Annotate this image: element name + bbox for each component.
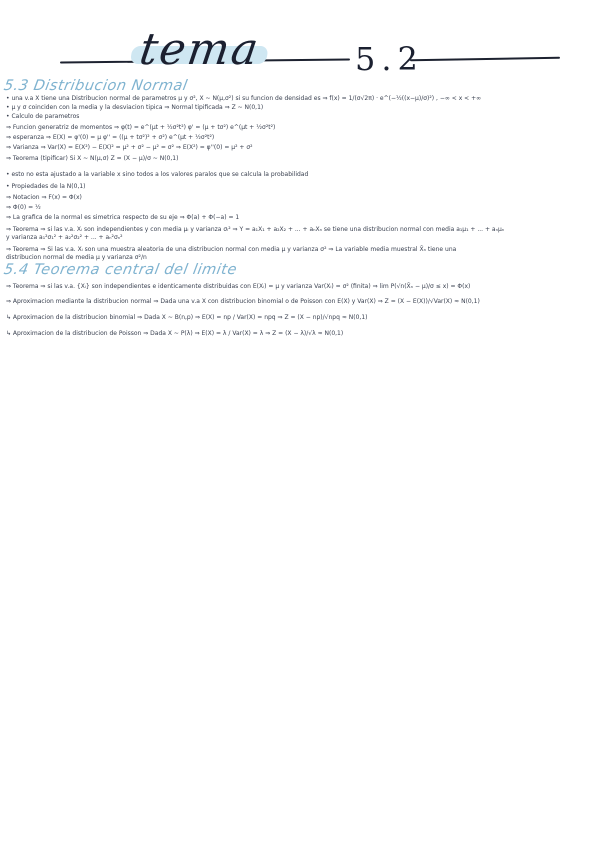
note-line: ⇒ Varianza ⇒ Var(X) = E(X²) − E(X)² = μ² + σ² − μ² = σ² ⇒ E(X²) = φ''(0) = μ² + σ² xyxy=(6,144,253,151)
note-line: ⇒ Teorema (tipificar) Si X ~ N(μ,σ) Z = (X − μ)/σ ~ N(0,1) xyxy=(6,155,179,162)
note-line: ⇒ Notacion ⇒ F(x) = Φ(x) xyxy=(6,194,82,201)
header-title xyxy=(136,24,263,75)
header-rule-right xyxy=(410,57,560,62)
note-line: ⇒ Teorema ⇒ si las v.a. {Xᵢ} son independientes e identicamente distribuidas con E(Xᵢ) = μ y varianza Var(Xᵢ) = σ² (finita) ⇒ lim P(√n(X̄ₙ − μ)/σ ≤ x) = Φ(x) xyxy=(6,283,471,290)
note-line: ↳ Aproximacion de la distribucion binomial ⇒ Dada X ~ B(n,p) ⇒ E(X) = np / Var(X) = npq ⇒ Z = (X − np)/√npq ≈ N(0,1) xyxy=(6,314,368,321)
note-line: • una v.a X tiene una Distribucion normal de parametros μ y σ², X ~ N(μ,σ²) si su funcion de densidad es ⇒ f(x) = 1/(σ√2π) · e^(−½((x−μ)/σ)²) , −∞ < x < +∞ xyxy=(6,95,482,102)
section-title: 5.4 Teorema central del limite xyxy=(2,262,239,278)
section-title: 5.3 Distribucion Normal xyxy=(2,78,189,94)
note-line: distribucion normal de media μ y varianza σ²/n xyxy=(6,254,147,261)
note-line: y varianza a₁²σ₁² + a₂²σ₂² + ... + aₙ²σₙ² xyxy=(6,234,123,241)
note-line: • Calculo de parametros xyxy=(6,113,80,120)
header-number: 5.2 xyxy=(355,40,424,78)
title-text: tema xyxy=(136,24,264,75)
note-line: ⇒ Funcion generatriz de momentos ⇒ φ(t) = e^(μt + ½σ²t²) φ' = (μ + tσ²) e^(μt + ½σ²t²) xyxy=(6,124,276,131)
note-line: ⇒ La grafica de la normal es simetrica respecto de su eje ⇒ Φ(a) + Φ(−a) = 1 xyxy=(6,214,240,221)
note-line: • μ y σ coinciden con la media y la desviacion tipica ⇒ Normal tipificada ⇒ Z ~ N(0,1) xyxy=(6,104,264,111)
note-line: ⇒ Teorema ⇒ Si las v.a. Xᵢ son una muestra aleatoria de una distribucion normal con media μ y varianza σ² ⇒ La variable media muestral X̄ₙ tiene una xyxy=(6,246,457,253)
note-line: • esto no esta ajustado a la variable x sino todos a los valores paralos que se calcula la probabilidad xyxy=(6,171,309,178)
note-line: ⇒ esperanza ⇒ E(X) = φ'(0) = μ φ'' = ((μ + tσ²)² + σ²) e^(μt + ½σ²t²) xyxy=(6,134,215,141)
note-line: ⇒ Φ(0) = ½ xyxy=(6,204,41,211)
note-line: ⇒ Teorema ⇒ si las v.a. Xᵢ son independientes y con media μᵢ y varianza σᵢ² ⇒ Y = a₁X₁ + a₂X₂ + ... + aₙXₙ se tiene una distribucion normal con media a₁μ₁ + ... + aₙμₙ xyxy=(6,226,505,233)
note-line: ⇒ Aproximacion mediante la distribucion normal ⇒ Dada una v.a X con distribucion binomial o de Poisson con E(X) y Var(X) ⇒ Z = (X − E(X))/√Var(X) ≈ N(0,1) xyxy=(6,298,480,305)
note-line: • Propiedades de la N(0,1) xyxy=(6,183,86,190)
note-line: ↳ Aproximacion de la distribucion de Poisson ⇒ Dada X ~ P(λ) ⇒ E(X) = λ / Var(X) = λ ⇒ Z = (X − λ)/√λ ≈ N(0,1) xyxy=(6,330,344,337)
